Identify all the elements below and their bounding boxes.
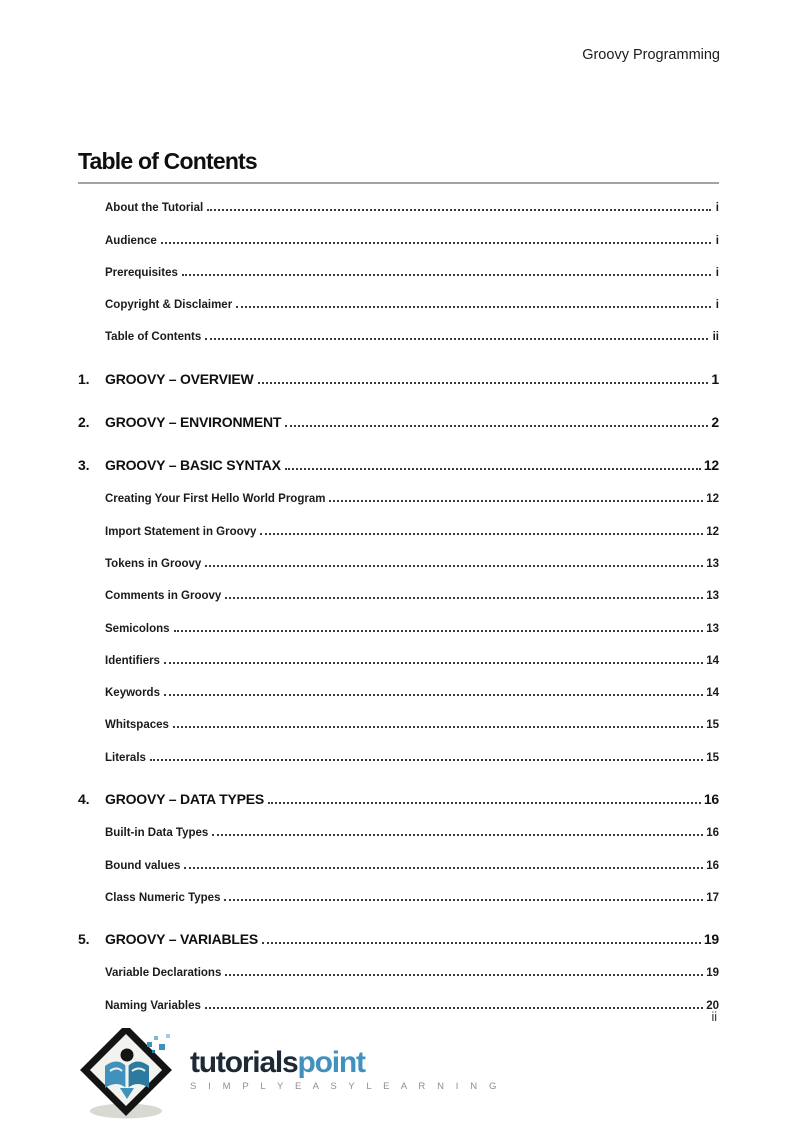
toc-entry-label: Tokens in Groovy bbox=[105, 557, 202, 570]
toc-chapter-entry[interactable] bbox=[78, 387, 719, 430]
logo-tagline: S I M P L Y E A S Y L E A R N I N G bbox=[190, 1081, 501, 1092]
toc-entry[interactable] bbox=[78, 279, 719, 311]
toc-entry-page: 16 bbox=[706, 827, 719, 840]
toc-entry-page: 19 bbox=[703, 930, 719, 947]
toc-entry-label: Bound values bbox=[105, 859, 181, 872]
toc-chapter-entry[interactable] bbox=[78, 904, 719, 947]
toc-entry[interactable] bbox=[78, 807, 719, 839]
toc-entry-page: 17 bbox=[706, 891, 719, 904]
toc-entry-label: Audience bbox=[105, 234, 157, 247]
dotted-leader bbox=[224, 899, 703, 901]
toc-entry-page: 13 bbox=[706, 557, 719, 570]
logo-brand-accent: point bbox=[297, 1046, 365, 1079]
toc-entry[interactable] bbox=[78, 947, 719, 979]
dotted-leader bbox=[205, 565, 703, 567]
toc-entry-label: GROOVY – VARIABLES bbox=[105, 930, 259, 947]
toc-entry-label: Built-in Data Types bbox=[105, 827, 209, 840]
toc-entry-page: 14 bbox=[706, 687, 719, 700]
table-of-contents bbox=[78, 182, 719, 1012]
dotted-leader bbox=[164, 694, 703, 696]
toc-entry[interactable] bbox=[78, 311, 719, 343]
toc-chapter-entry[interactable] bbox=[78, 343, 719, 386]
toc-entry-page: 12 bbox=[706, 525, 719, 538]
dotted-leader bbox=[212, 834, 703, 836]
dotted-leader bbox=[182, 274, 711, 276]
toc-entry-label: Semicolons bbox=[105, 622, 170, 635]
dotted-leader bbox=[329, 500, 703, 502]
toc-chapter-entry[interactable] bbox=[78, 764, 719, 807]
logo-brand-dark: tutorials bbox=[190, 1046, 298, 1079]
toc-entry-number: 5. bbox=[78, 930, 90, 947]
toc-entry[interactable] bbox=[78, 872, 719, 904]
toc-entry-label: Identifiers bbox=[105, 654, 160, 667]
toc-entry-label: Keywords bbox=[105, 687, 160, 700]
toc-entry[interactable] bbox=[78, 473, 719, 505]
footer-page-number: ii bbox=[711, 1010, 717, 1024]
toc-entry-label: Table of Contents bbox=[105, 331, 202, 344]
toc-entry[interactable] bbox=[78, 602, 719, 634]
toc-entry-label: GROOVY – OVERVIEW bbox=[105, 370, 254, 387]
dotted-leader bbox=[285, 425, 708, 427]
toc-entry-label: Naming Variables bbox=[105, 999, 201, 1012]
logo-brand-name bbox=[190, 1048, 501, 1078]
toc-entry[interactable] bbox=[78, 699, 719, 731]
tutorialspoint-logo bbox=[76, 1028, 501, 1120]
dotted-leader bbox=[260, 533, 703, 535]
toc-entry-page: 16 bbox=[703, 790, 719, 807]
toc-entry-page: 15 bbox=[706, 719, 719, 732]
toc-entry-page: i bbox=[715, 299, 719, 312]
tutorialspoint-logo-icon bbox=[76, 1028, 188, 1120]
toc-entry-label: Literals bbox=[105, 751, 146, 764]
toc-entry[interactable] bbox=[78, 839, 719, 871]
toc-entry[interactable] bbox=[78, 247, 719, 279]
dotted-leader bbox=[150, 759, 703, 761]
dotted-leader bbox=[225, 597, 703, 599]
dotted-leader bbox=[258, 382, 709, 384]
toc-entry-page: 19 bbox=[706, 967, 719, 980]
toc-entry-page: 13 bbox=[706, 590, 719, 603]
toc-entry-page: i bbox=[715, 234, 719, 247]
toc-entry-page: 16 bbox=[706, 859, 719, 872]
toc-entry[interactable] bbox=[78, 214, 719, 246]
dotted-leader bbox=[174, 630, 704, 632]
toc-entry[interactable] bbox=[78, 667, 719, 699]
toc-entry-page: 20 bbox=[706, 999, 719, 1012]
toc-entry-page: 2 bbox=[711, 413, 719, 430]
toc-entry-number: 3. bbox=[78, 457, 90, 474]
toc-entry[interactable] bbox=[78, 570, 719, 602]
dotted-leader bbox=[225, 974, 703, 976]
page-title: Table of Contents bbox=[78, 148, 719, 184]
logo-text bbox=[190, 1028, 501, 1092]
toc-entry-label: Creating Your First Hello World Program bbox=[105, 493, 326, 506]
toc-entry-number: 1. bbox=[78, 370, 90, 387]
toc-entry-label: GROOVY – ENVIRONMENT bbox=[105, 413, 282, 430]
dotted-leader bbox=[207, 209, 711, 211]
toc-entry[interactable] bbox=[78, 731, 719, 763]
toc-entry-label: Variable Declarations bbox=[105, 967, 222, 980]
toc-entry-page: 1 bbox=[711, 370, 719, 387]
toc-entry-page: i bbox=[715, 202, 719, 215]
toc-entry-label: Whitspaces bbox=[105, 719, 169, 732]
toc-entry-label: GROOVY – DATA TYPES bbox=[105, 790, 265, 807]
dotted-leader bbox=[262, 942, 701, 944]
toc-entry-label: Comments in Groovy bbox=[105, 590, 222, 603]
toc-entry-label: Import Statement in Groovy bbox=[105, 525, 257, 538]
toc-entry-label: GROOVY – BASIC SYNTAX bbox=[105, 457, 281, 474]
toc-entry-page: ii bbox=[712, 331, 719, 344]
toc-entry[interactable] bbox=[78, 635, 719, 667]
toc-entry-number: 4. bbox=[78, 790, 90, 807]
toc-entry-page: 12 bbox=[703, 457, 719, 474]
toc-entry-page: 13 bbox=[706, 622, 719, 635]
toc-entry[interactable] bbox=[78, 505, 719, 537]
dotted-leader bbox=[285, 468, 701, 470]
document-header-title: Groovy Programming bbox=[582, 47, 720, 63]
toc-entry-page: i bbox=[715, 266, 719, 279]
toc-entry-label: Prerequisites bbox=[105, 266, 178, 279]
toc-entry[interactable] bbox=[78, 538, 719, 570]
dotted-leader bbox=[205, 1007, 703, 1009]
toc-entry-page: 14 bbox=[706, 654, 719, 667]
toc-entry-label: About the Tutorial bbox=[105, 202, 204, 215]
dotted-leader bbox=[205, 338, 707, 340]
dotted-leader bbox=[184, 867, 703, 869]
dotted-leader bbox=[173, 726, 703, 728]
dotted-leader bbox=[236, 306, 711, 308]
dotted-leader bbox=[164, 662, 703, 664]
toc-entry-page: 12 bbox=[706, 493, 719, 506]
toc-entry-page: 15 bbox=[706, 751, 719, 764]
toc-entry-label: Class Numeric Types bbox=[105, 891, 221, 904]
toc-entry-label: Copyright & Disclaimer bbox=[105, 299, 233, 312]
dotted-leader bbox=[268, 802, 701, 804]
toc-entry[interactable] bbox=[78, 182, 719, 214]
toc-entry-number: 2. bbox=[78, 413, 90, 430]
dotted-leader bbox=[161, 242, 711, 244]
toc-chapter-entry[interactable] bbox=[78, 430, 719, 473]
toc-entry[interactable] bbox=[78, 979, 719, 1011]
